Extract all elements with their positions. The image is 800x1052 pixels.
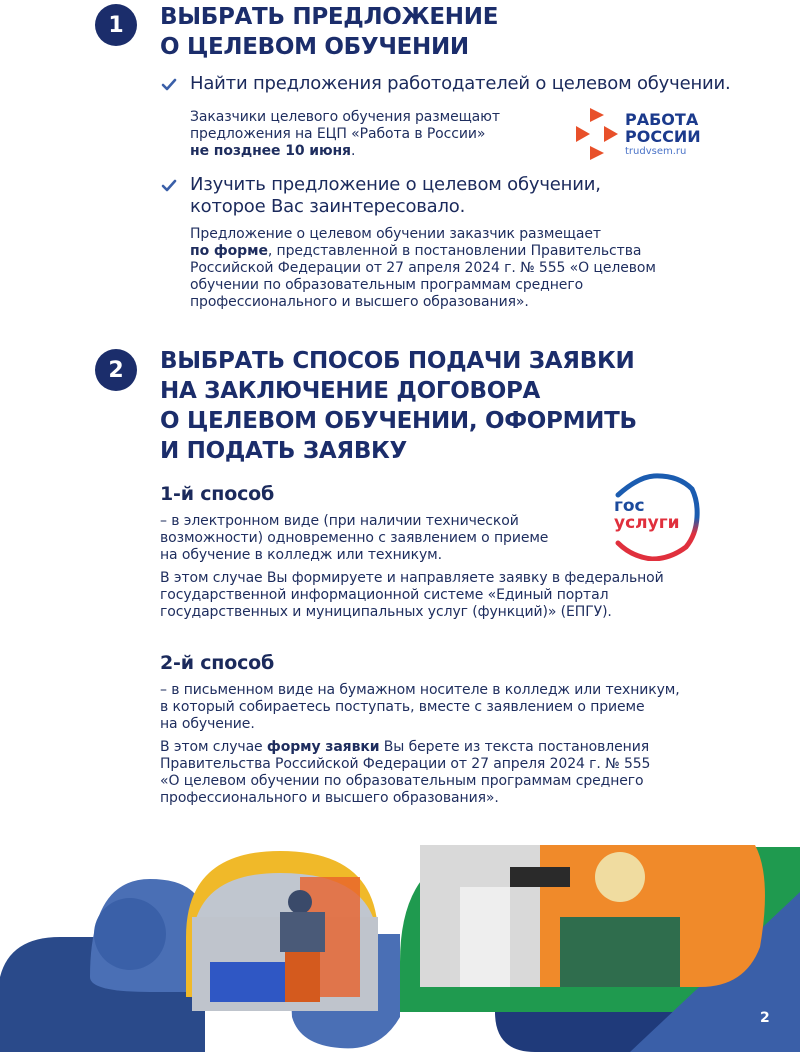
method-1-heading: 1-й способ <box>160 483 275 505</box>
text-line <box>190 243 656 260</box>
footer-decoration <box>0 837 800 1052</box>
gosuslugi-logo <box>608 473 700 561</box>
text-line: профессионального и высшего образования». <box>160 790 499 806</box>
text-line: Правительства Российской Федерации от 27 апреля 2024 г. № 555 <box>160 756 651 772</box>
item-description <box>190 109 500 160</box>
item-description <box>190 226 656 311</box>
text-line: – в письменном виде на бумажном носителе в колледж или техникум, <box>160 682 680 698</box>
text-line <box>190 143 500 160</box>
section-2-title-line: О ЦЕЛЕВОМ ОБУЧЕНИИ, ОФОРМИТЬ <box>160 408 637 434</box>
section-1-title-line: ВЫБРАТЬ ПРЕДЛОЖЕНИЕ <box>160 4 499 30</box>
text-line: обучении по образовательным программам среднего <box>190 277 584 293</box>
photo-microscope-student <box>420 845 765 987</box>
text-line: «О целевом обучении по образовательным программам среднего <box>160 773 644 789</box>
gosuslugi-wordmark <box>614 498 680 532</box>
logo-text: услуги <box>614 513 680 533</box>
photo-welding-student <box>192 873 378 1011</box>
text-line: на обучение. <box>160 716 255 732</box>
section-2-title-line: ВЫБРАТЬ СПОСОБ ПОДАЧИ ЗАЯВКИ <box>160 348 635 374</box>
method-2-description <box>160 682 680 807</box>
section-2-title <box>160 346 637 466</box>
emphasis-text: не позднее 10 июня <box>190 143 351 159</box>
text-fragment: Вы берете из текста постановления <box>379 739 650 755</box>
text-line: предложения на ЕЦП «Работа в России» <box>190 126 486 142</box>
logo-text: РАБОТА <box>625 110 699 129</box>
text-line: возможности) одновременно с заявлением о приеме <box>160 530 549 546</box>
emphasis-text: форму заявки <box>266 739 380 755</box>
text-line: на обучение в колледж или техникум. <box>160 547 442 563</box>
text-fragment: . <box>350 143 356 159</box>
text-line: Заказчики целевого обучения размещают <box>190 109 500 125</box>
text-line <box>160 739 680 756</box>
blue-circle-inner <box>94 898 166 970</box>
text-line: в который собираетесь поступать, вместе с заявлением о приеме <box>160 699 645 715</box>
page-number: 2 <box>760 1010 770 1026</box>
rabota-rossii-logo <box>574 108 704 160</box>
text-line: – в электронном виде (при наличии технической <box>160 513 519 529</box>
section-1-title-line: О ЦЕЛЕВОМ ОБУЧЕНИИ <box>160 34 469 60</box>
text-line: Предложение о целевом обучении заказчик размещает <box>190 226 601 242</box>
heading-line: которое Вас заинтересовало. <box>190 196 466 217</box>
rabota-rossii-url: trudvsem.ru <box>625 146 687 157</box>
emphasis-text: по форме <box>190 243 268 259</box>
rabota-rossii-wordmark <box>625 111 701 145</box>
heading-line: Изучить предложение о целевом обучении, <box>190 174 601 195</box>
text-fragment: В этом случае <box>160 739 267 755</box>
text-fragment: , представленной в постановлении Правительства <box>267 243 642 259</box>
section-2-title-line: И ПОДАТЬ ЗАЯВКУ <box>160 438 407 464</box>
section-1-title <box>160 2 498 62</box>
item-heading: Найти предложения работодателей о целевом обучении. <box>190 73 731 94</box>
section-2-title-line: НА ЗАКЛЮЧЕНИЕ ДОГОВОРА <box>160 378 540 404</box>
logo-text: РОССИИ <box>625 127 701 146</box>
item-heading <box>190 174 601 218</box>
text-line: В этом случае Вы формируете и направляете заявку в федеральной <box>160 570 664 586</box>
step-number-badge: 1 <box>95 4 137 46</box>
logo-text: гос <box>614 496 645 516</box>
text-line: Российской Федерации от 27 апреля 2024 г. № 555 «О целевом <box>190 260 656 276</box>
text-line: государственной информационной системе «Единый портал <box>160 587 609 603</box>
text-line: государственных и муниципальных услуг (функций)» (ЕПГУ). <box>160 604 612 620</box>
rabota-rossii-arrows-icon <box>574 108 622 160</box>
step-number-badge: 2 <box>95 349 137 391</box>
text-line: профессионального и высшего образования». <box>190 294 529 310</box>
method-1-description <box>160 513 664 621</box>
checkmark-icon <box>160 177 178 195</box>
checkmark-icon <box>160 76 178 94</box>
method-2-heading: 2-й способ <box>160 652 275 674</box>
